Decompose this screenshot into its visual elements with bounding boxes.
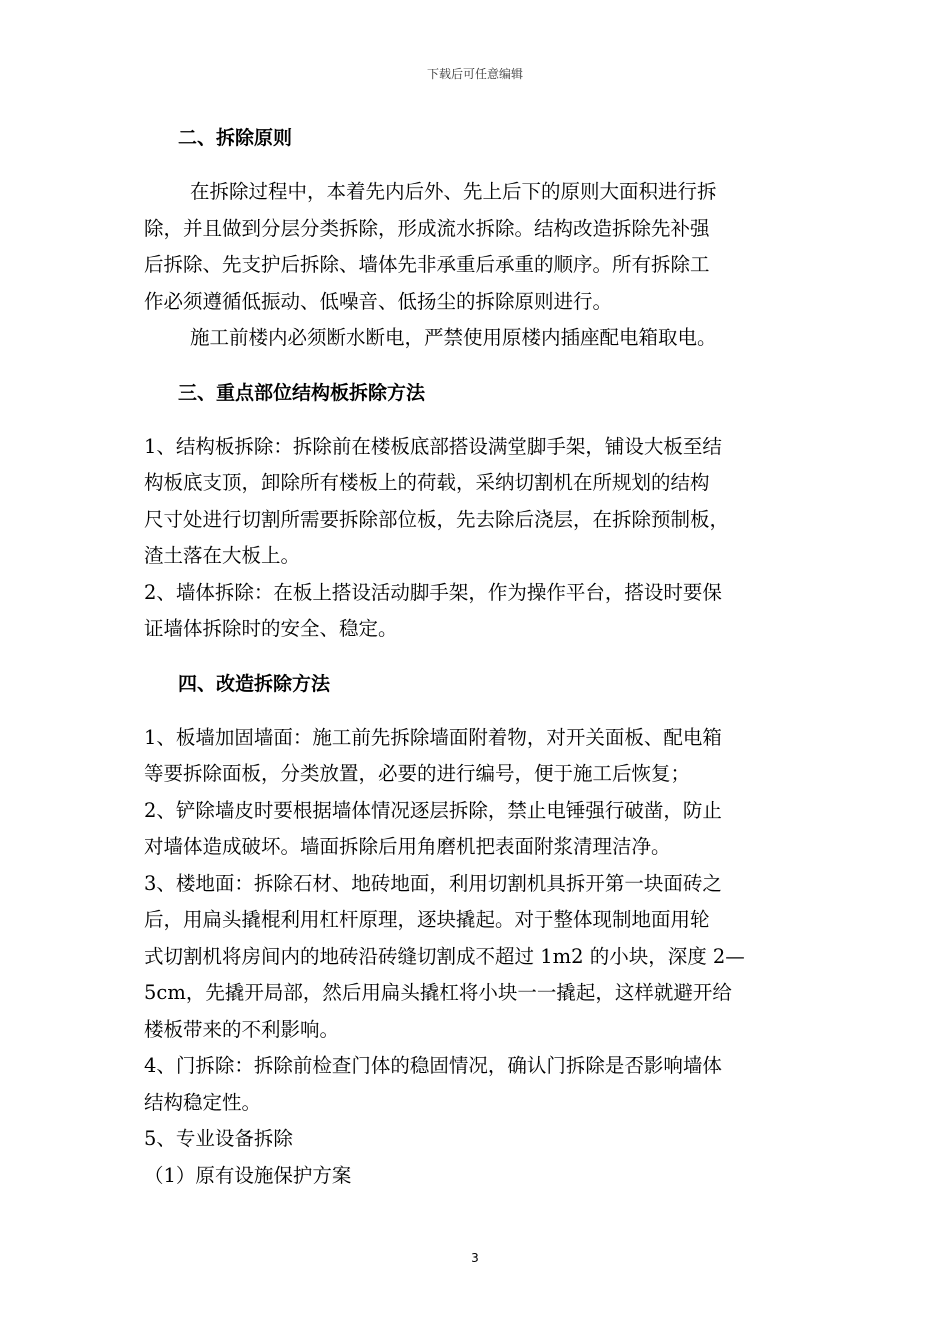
text-line: 2、墙体拆除：在板上搭设活动脚手架，作为操作平台，搭设时要保 [144, 580, 722, 604]
section-heading-principles: 二、拆除原则 [178, 127, 293, 149]
section-heading-key-parts: 三、重点部位结构板拆除方法 [178, 381, 426, 404]
text-line: 在拆除过程中，本着先内后外、先上后下的原则大面积进行拆 [190, 180, 717, 203]
section-heading-renovation: 四、改造拆除方法 [178, 672, 331, 695]
text-line: 证墙体拆除时的安全、稳定。 [144, 617, 398, 640]
text-line: 结构稳定性。 [144, 1090, 262, 1114]
page-number: 3 [471, 1251, 479, 1265]
document-body [144, 116, 820, 1194]
text-line: 后，用扁头撬棍利用杠杆原理，逐块撬起。对于整体现制地面用轮 [144, 908, 710, 931]
text-line: 渣土落在大板上。 [144, 544, 301, 567]
text-line: 作必须遵循低振动、低噪音、低扬尘的拆除原则进行。 [144, 289, 613, 313]
power-water-paragraph: 施工前楼内必须断水断电，严禁使用原楼内插座配电箱取电。 [190, 326, 717, 349]
header-note: 下载后可任意编辑 [426, 67, 523, 81]
text-line: 1、结构板拆除：拆除前在楼板底部搭设满堂脚手架，铺设大板至结 [144, 434, 722, 458]
text-line: 1、板墙加固墙面：施工前先拆除墙面附着物，对开关面板、配电箱 [144, 725, 722, 749]
text-line: 5cm，先撬开局部，然后用扁头撬杠将小块一一撬起，这样就避开给 [144, 981, 732, 1004]
text-line: 等要拆除面板，分类放置，必要的进行编号，便于施工后恢复； [144, 762, 691, 785]
text-line: 除，并且做到分层分类拆除，形成流水拆除。结构改造拆除先补强 [144, 216, 710, 240]
text-line: 楼板带来的不利影响。 [144, 1017, 340, 1041]
text-line: 4、门拆除：拆除前检查门体的稳固情况，确认门拆除是否影响墙体 [144, 1054, 722, 1077]
renovation-list [144, 720, 820, 1195]
key-parts-list [144, 429, 820, 648]
text-line: （1）原有设施保护方案 [144, 1163, 352, 1187]
principles-paragraph [144, 174, 820, 320]
text-line: 3、楼地面：拆除石材、地砖地面，利用切割机具拆开第一块面砖之 [144, 871, 722, 895]
text-line: 对墙体造成破坏。墙面拆除后用角磨机把表面附浆清理洁净。 [144, 835, 671, 858]
text-line: 2、铲除墙皮时要根据墙体情况逐层拆除，禁止电锤强行破凿，防止 [144, 798, 722, 822]
text-line: 后拆除、先支护后拆除、墙体先非承重后承重的顺序。所有拆除工 [144, 253, 710, 276]
text-line: 构板底支顶，卸除所有楼板上的荷载，采纳切割机在所规划的结构 [144, 471, 710, 494]
text-line: 式切割机将房间内的地砖沿砖缝切割成不超过 1m2 的小块，深度 2— [144, 944, 745, 968]
text-line: 尺寸处进行切割所需要拆除部位板，先去除后浇层，在拆除预制板， [144, 507, 730, 531]
text-line: 5、专业设备拆除 [144, 1127, 293, 1150]
